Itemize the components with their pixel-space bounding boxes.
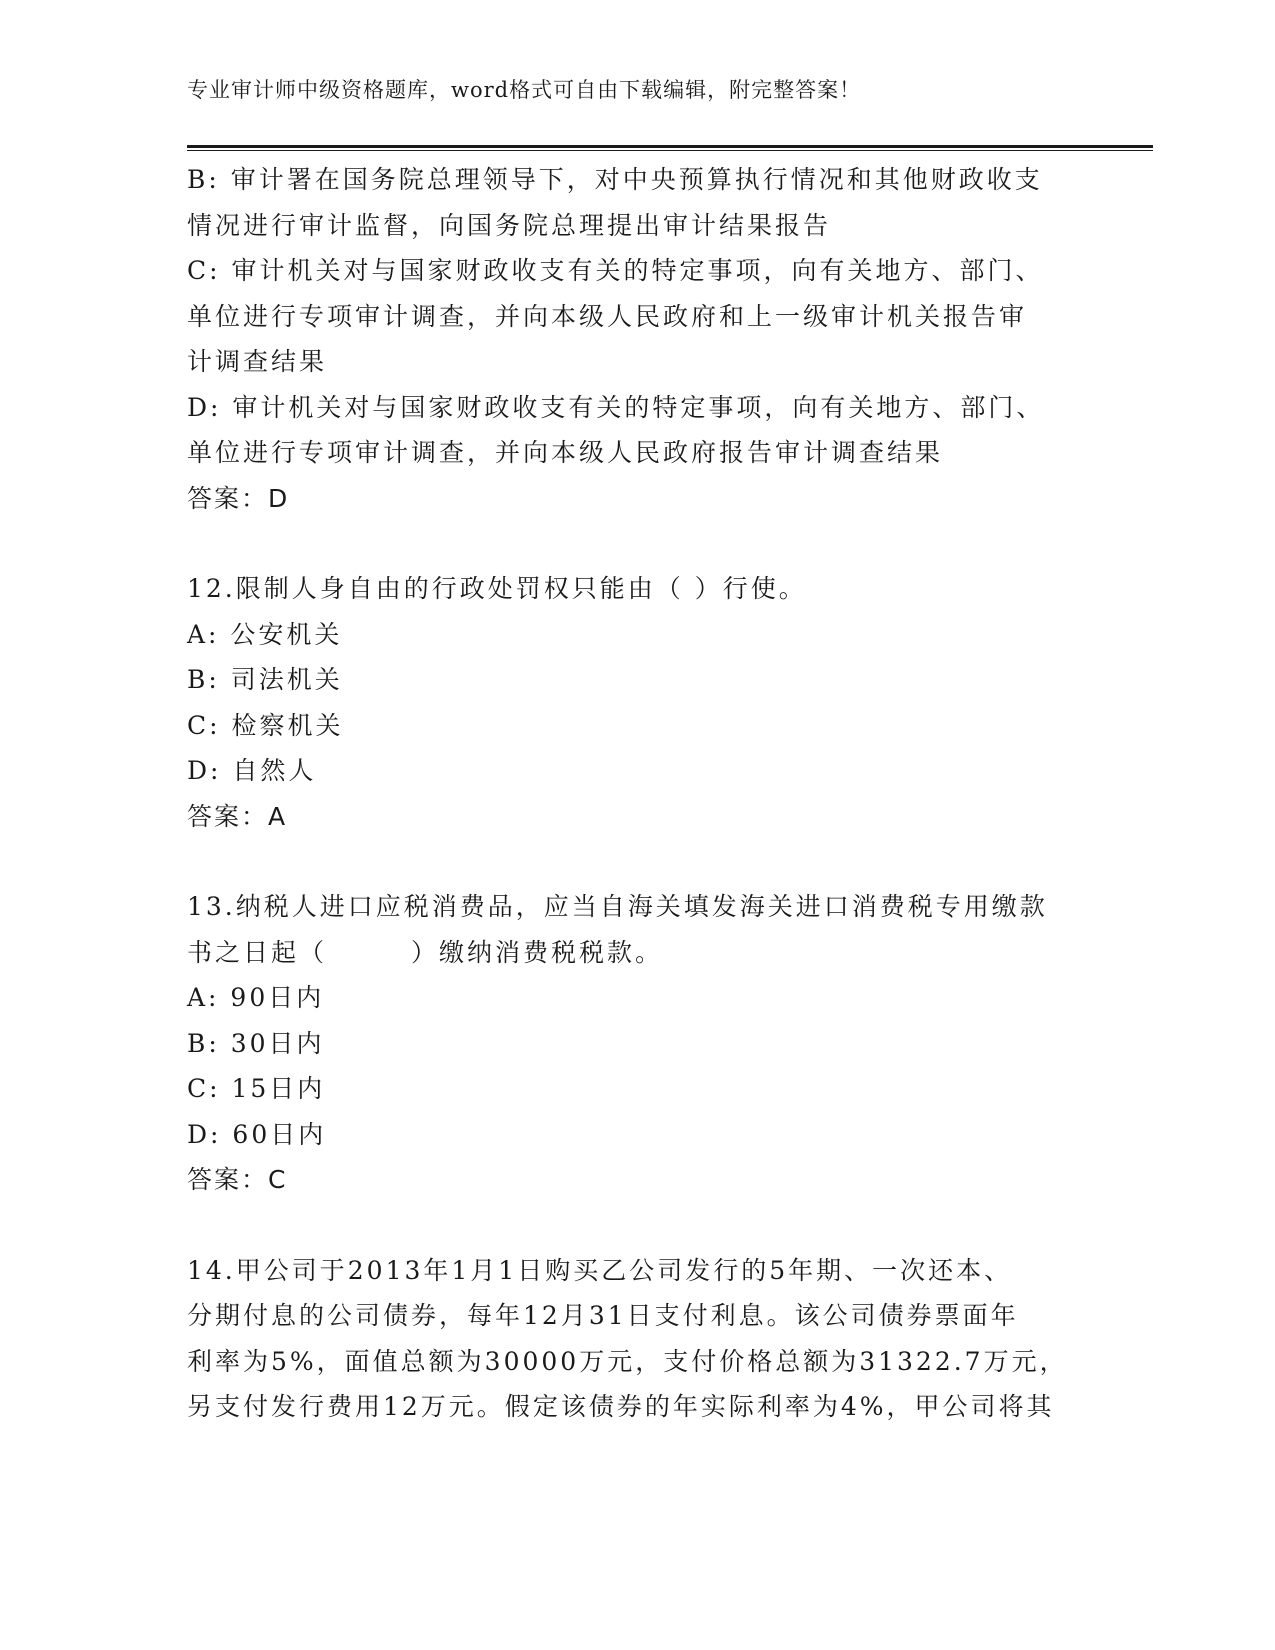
spacer	[187, 839, 1087, 884]
option-line: B: 审计署在国务院总理领导下，对中央预算执行情况和其他财政收支	[187, 165, 1043, 194]
answer: 答案：A	[187, 801, 288, 831]
option-line: C: 审计机关对与国家财政收支有关的特定事项，向有关地方、部门、	[187, 256, 1044, 285]
question-stem: 12.限制人身自由的行政处罚权只能由（ ）行使。	[187, 574, 807, 603]
question-stem: 利率为5%，面值总额为30000万元，支付价格总额为31322.7万元，	[187, 1346, 1068, 1376]
question-stem: 另支付发行费用12万元。假定该债券的年实际利率为4%，甲公司将其	[187, 1392, 1055, 1421]
option-d	[187, 385, 1087, 476]
question-12	[187, 566, 1087, 839]
prev-question	[187, 157, 1087, 521]
option-d: D: 60日内	[187, 1119, 327, 1149]
option-b: B: 司法机关	[187, 665, 343, 694]
option-line: D: 审计机关对与国家财政收支有关的特定事项，向有关地方、部门、	[187, 392, 1045, 422]
document-body	[187, 157, 1087, 1430]
answer: 答案：D	[187, 483, 290, 513]
question-stem: 书之日起（ ）缴纳消费税税款。	[187, 937, 664, 967]
spacer	[187, 1203, 1087, 1248]
question-13	[187, 884, 1087, 1203]
option-line: 情况进行审计监督，向国务院总理提出审计结果报告	[187, 210, 832, 240]
header-rule	[187, 145, 1153, 151]
option-line: 计调查结果	[187, 347, 328, 376]
option-line: 单位进行专项审计调查，并向本级人民政府和上一级审计机关报告审	[187, 301, 1028, 331]
option-b	[187, 157, 1087, 248]
question-stem: 14.甲公司于2013年1月1日购买乙公司发行的5年期、一次还本、	[187, 1255, 1013, 1285]
option-c: C: 15日内	[187, 1074, 326, 1103]
option-a: A: 公安机关	[187, 619, 343, 649]
option-c	[187, 248, 1087, 385]
answer: 答案：C	[187, 1165, 288, 1194]
option-c: C: 检察机关	[187, 710, 344, 740]
spacer	[187, 521, 1087, 566]
option-line: 单位进行专项审计调查，并向本级人民政府报告审计调查结果	[187, 438, 944, 467]
question-14	[187, 1248, 1087, 1430]
option-b: B: 30日内	[187, 1028, 325, 1058]
option-a: A: 90日内	[187, 983, 325, 1012]
question-stem: 分期付息的公司债券，每年12月31日支付利息。该公司债券票面年	[187, 1301, 1019, 1330]
page-header: 专业审计师中级资格题库，word格式可自由下载编辑，附完整答案！	[187, 78, 862, 102]
option-d: D: 自然人	[187, 756, 317, 785]
question-stem: 13.纳税人进口应税消费品，应当自海关填发海关进口消费税专用缴款	[187, 892, 1048, 921]
